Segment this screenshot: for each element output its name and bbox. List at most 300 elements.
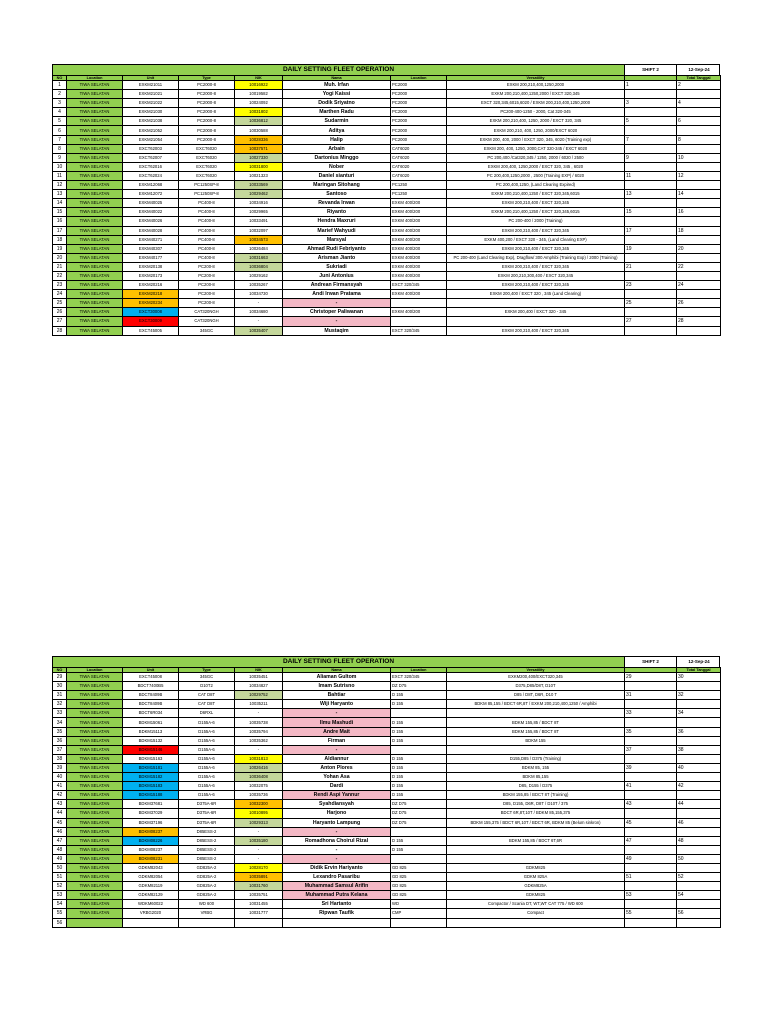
nik-cell: 10035736 — [235, 791, 283, 800]
row-number-cell: 47 — [53, 836, 67, 845]
nik-cell: 10031777 — [235, 909, 283, 918]
rotation-cell: 13 — [625, 190, 677, 199]
sheet-header — [52, 64, 720, 75]
table-row — [53, 818, 721, 827]
operator-name-cell: Riyanto — [283, 208, 391, 217]
rotation-cell: 45 — [625, 818, 677, 827]
versatility-cell: EXKM 200,400, 1250,2000 / EXCT 320, 345 , 6020 — [447, 162, 625, 171]
nik-cell: 10036812 — [235, 117, 283, 126]
rotation-cell — [677, 126, 721, 135]
versatility-cell: GDKM825 — [447, 863, 625, 872]
rotation-cell — [625, 736, 677, 745]
versatility-cell: PC200-400-1250 - 2000, Cat 320-345 — [447, 108, 625, 117]
location-cell: TIWA SELATAN — [67, 117, 123, 126]
nik-cell: 10028336 — [235, 135, 283, 144]
table-row — [53, 900, 721, 909]
operator-location-cell — [391, 918, 447, 927]
row-number-cell: 50 — [53, 863, 67, 872]
nik-cell: 10035267 — [235, 281, 283, 290]
unit-cell: GDKM82119 — [123, 882, 179, 891]
operator-name-cell: Lexandro Pasaribu — [283, 873, 391, 882]
rotation-cell: 3 — [625, 99, 677, 108]
operator-location-cell: GD 825 — [391, 873, 447, 882]
rotation-cell — [677, 308, 721, 317]
rotation-cell — [677, 900, 721, 909]
location-cell: TIWA SELATAN — [67, 854, 123, 863]
row-number-cell: 11 — [53, 171, 67, 180]
rotation-cell — [625, 90, 677, 99]
operator-name-cell: Nober — [283, 162, 391, 171]
operator-name-cell: Firman — [283, 736, 391, 745]
column-header: Total Tanggal — [677, 668, 721, 673]
location-cell: TIWA SELATAN — [67, 818, 123, 827]
unit-cell: GDKM82054 — [123, 873, 179, 882]
operator-name-cell: - — [283, 827, 391, 836]
rotation-cell — [677, 682, 721, 691]
operator-name-cell: Muh. Irfan — [283, 81, 391, 90]
row-number-cell: 43 — [53, 800, 67, 809]
unit-cell: EXCT30008 — [123, 308, 179, 317]
rotation-cell — [677, 162, 721, 171]
rotation-cell: 35 — [625, 727, 677, 736]
unit-cell: BDKM15146 — [123, 745, 179, 754]
location-cell: TIWA SELATAN — [67, 745, 123, 754]
type-cell: EXCT6020 — [179, 144, 235, 153]
row-number-cell: 25 — [53, 299, 67, 308]
versatility-cell — [447, 709, 625, 718]
row-number-cell: 51 — [53, 873, 67, 882]
location-cell: TIWA SELATAN — [67, 782, 123, 791]
location-cell: TIWA SELATAN — [67, 773, 123, 782]
type-cell: D85ESS-2 — [179, 854, 235, 863]
rotation-cell: 20 — [677, 244, 721, 253]
rotation-cell — [677, 181, 721, 190]
table-row — [53, 727, 721, 736]
nik-cell: - — [235, 709, 283, 718]
unit-cell: EXKM21038 — [123, 117, 179, 126]
row-number-cell: 20 — [53, 253, 67, 262]
location-cell: TIWA SELATAN — [67, 682, 123, 691]
unit-cell: GDKM82043 — [123, 863, 179, 872]
rotation-cell: 56 — [677, 909, 721, 918]
row-number-cell: 53 — [53, 891, 67, 900]
versatility-cell: EXKM 200,210, 400, 1250, 2000/EXCT 6020 — [447, 126, 625, 135]
nik-cell: 10036408 — [235, 773, 283, 782]
versatility-cell — [447, 827, 625, 836]
operator-location-cell: EXCT 320/345 — [391, 281, 447, 290]
nik-cell: 10029965 — [235, 208, 283, 217]
type-cell: D155A-6 — [179, 718, 235, 727]
rotation-cell — [625, 773, 677, 782]
unit-cell: BDCT8409B — [123, 691, 179, 700]
operator-location-cell: EXKM 400/200 — [391, 308, 447, 317]
row-number-cell: 41 — [53, 782, 67, 791]
type-cell: D155A-6 — [179, 782, 235, 791]
column-header: Location — [391, 668, 447, 673]
location-cell: TIWA SELATAN — [67, 763, 123, 772]
rotation-cell — [677, 718, 721, 727]
operator-name-cell: Yogi Kaissi — [283, 90, 391, 99]
column-header: Total Tanggal — [677, 76, 721, 81]
location-cell — [67, 918, 123, 927]
operator-location-cell: PC2000 — [391, 117, 447, 126]
versatility-cell: D155,D85 / D375 (Training) — [447, 754, 625, 763]
location-cell: TIWA SELATAN — [67, 754, 123, 763]
operator-name-cell: Marthen Radu — [283, 108, 391, 117]
row-number-cell: 1 — [53, 81, 67, 90]
shift-label: SHIFT 2 — [625, 65, 677, 75]
rotation-cell — [625, 682, 677, 691]
operator-name-cell: Andre Mait — [283, 727, 391, 736]
table-row — [53, 836, 721, 845]
location-cell: TIWA SELATAN — [67, 727, 123, 736]
type-cell: GD825A-2 — [179, 863, 235, 872]
rotation-cell: 26 — [677, 299, 721, 308]
location-cell: TIWA SELATAN — [67, 845, 123, 854]
versatility-cell — [447, 918, 625, 927]
operator-name-cell: - — [283, 299, 391, 308]
rotation-cell — [625, 271, 677, 280]
operator-location-cell: EXKM 400/200 — [391, 262, 447, 271]
unit-cell: VRBG2020 — [123, 909, 179, 918]
table-row — [53, 317, 721, 326]
type-cell: D6RXL — [179, 709, 235, 718]
nik-cell: 10028170 — [235, 863, 283, 872]
rotation-cell — [677, 827, 721, 836]
versatility-cell: PC 200,400,1250, (Land Clearing Expired) — [447, 181, 625, 190]
row-number-cell: 18 — [53, 235, 67, 244]
rotation-cell: 34 — [677, 709, 721, 718]
rotation-cell: 44 — [677, 800, 721, 809]
row-number-cell: 35 — [53, 727, 67, 736]
unit-cell: EXCT45005 — [123, 326, 179, 335]
operator-location-cell: D 155 — [391, 727, 447, 736]
location-cell: TIWA SELATAN — [67, 791, 123, 800]
rotation-cell: 31 — [625, 691, 677, 700]
location-cell: TIWA SELATAN — [67, 736, 123, 745]
rotation-cell: 46 — [677, 818, 721, 827]
location-cell: TIWA SELATAN — [67, 190, 123, 199]
rotation-cell — [625, 126, 677, 135]
nik-cell: 10016922 — [235, 81, 283, 90]
versatility-cell — [447, 317, 625, 326]
table-row — [53, 918, 721, 927]
rotation-cell — [625, 181, 677, 190]
rotation-cell — [677, 90, 721, 99]
type-cell: PC400-8 — [179, 235, 235, 244]
location-cell: TIWA SELATAN — [67, 718, 123, 727]
rotation-cell — [677, 736, 721, 745]
row-number-cell: 34 — [53, 718, 67, 727]
versatility-cell: EXKM 200,400 / EXCT 320 , 345 (Land Clearing) — [447, 290, 625, 299]
unit-cell: GDKM82129 — [123, 891, 179, 900]
nik-cell: - — [235, 299, 283, 308]
rotation-cell: 41 — [625, 782, 677, 791]
rotation-cell: 47 — [625, 836, 677, 845]
unit-cell: EXKM20138 — [123, 262, 179, 271]
type-cell: PC400-8 — [179, 244, 235, 253]
row-number-cell: 30 — [53, 682, 67, 691]
rotation-cell: 52 — [677, 873, 721, 882]
location-cell: TIWA SELATAN — [67, 253, 123, 262]
rotation-cell — [677, 108, 721, 117]
type-cell: D375A-6R — [179, 818, 235, 827]
rotation-cell: 15 — [625, 208, 677, 217]
table-row — [53, 281, 721, 290]
rotation-cell — [625, 217, 677, 226]
rotation-cell: 54 — [677, 891, 721, 900]
nik-cell: 10034730 — [235, 290, 283, 299]
row-number-cell: 4 — [53, 108, 67, 117]
table-row — [53, 153, 721, 162]
versatility-cell: Compactor / Scania DT, WT,WT CAT 775 / WD 600 — [447, 900, 625, 909]
row-number-cell: 45 — [53, 818, 67, 827]
table-row — [53, 673, 721, 682]
table-row — [53, 809, 721, 818]
nik-cell: 10026416 — [235, 763, 283, 772]
row-number-cell: 42 — [53, 791, 67, 800]
column-header: Nama — [283, 668, 391, 673]
type-cell: PC2000-8 — [179, 126, 235, 135]
operator-name-cell: Bahtiar — [283, 691, 391, 700]
rotation-cell: 22 — [677, 262, 721, 271]
unit-cell: WDKM60022 — [123, 900, 179, 909]
nik-cell: 10037571 — [235, 144, 283, 153]
row-number-cell: 10 — [53, 162, 67, 171]
rotation-cell — [625, 199, 677, 208]
operator-location-cell: WD — [391, 900, 447, 909]
unit-cell: BDKM37196 — [123, 818, 179, 827]
table-row — [53, 144, 721, 153]
nik-cell: 10033569 — [235, 181, 283, 190]
rotation-cell — [677, 809, 721, 818]
table-row — [53, 99, 721, 108]
sheet-header — [52, 656, 720, 667]
operator-location-cell: EXCT 320/345 — [391, 326, 447, 335]
rotation-cell — [625, 845, 677, 854]
unit-cell: BDKM08231 — [123, 854, 179, 863]
table-row — [53, 773, 721, 782]
type-cell — [179, 918, 235, 927]
operator-location-cell: GD 825 — [391, 882, 447, 891]
operator-name-cell: Ripwan Taufik — [283, 909, 391, 918]
row-number-cell: 39 — [53, 763, 67, 772]
row-number-cell: 37 — [53, 745, 67, 754]
operator-location-cell: D 155 — [391, 691, 447, 700]
type-cell: PC400-8 — [179, 253, 235, 262]
operator-name-cell: Syahdiansyah — [283, 800, 391, 809]
location-cell: TIWA SELATAN — [67, 208, 123, 217]
operator-name-cell: Andi Irwan Pratama — [283, 290, 391, 299]
column-header: Nama — [283, 76, 391, 81]
unit-cell: BDKM08237 — [123, 845, 179, 854]
unit-cell: EXCT62024 — [123, 171, 179, 180]
table-row — [53, 863, 721, 872]
location-cell: TIWA SELATAN — [67, 290, 123, 299]
rotation-cell: 51 — [625, 873, 677, 882]
location-cell: TIWA SELATAN — [67, 709, 123, 718]
rotation-cell — [677, 271, 721, 280]
nik-cell: 10031455 — [235, 900, 283, 909]
versatility-cell: GDKM825A — [447, 882, 625, 891]
operator-name-cell: Revanda Irwan — [283, 199, 391, 208]
row-number-cell: 31 — [53, 691, 67, 700]
location-cell: TIWA SELATAN — [67, 199, 123, 208]
type-cell: PC200-8 — [179, 299, 235, 308]
nik-cell: 10034573 — [235, 235, 283, 244]
column-header: Versatility — [447, 76, 625, 81]
unit-cell: EXKM20218 — [123, 290, 179, 299]
operator-location-cell: DZ D75 — [391, 809, 447, 818]
operator-location-cell: D 155 — [391, 700, 447, 709]
rotation-cell — [625, 809, 677, 818]
location-cell: TIWA SELATAN — [67, 827, 123, 836]
operator-location-cell: PC2000 — [391, 108, 447, 117]
versatility-cell: EXKM 200,210,400 / EXCT 320,345 — [447, 244, 625, 253]
versatility-cell: GDKM 825A — [447, 873, 625, 882]
type-cell: 345GC — [179, 326, 235, 335]
fleet-table — [52, 75, 721, 336]
nik-cell: 10029462 — [235, 190, 283, 199]
rotation-cell: 38 — [677, 745, 721, 754]
type-cell: CAT320NGH — [179, 308, 235, 317]
column-header: NO — [53, 76, 67, 81]
rotation-cell — [677, 326, 721, 335]
operator-name-cell: Andrean Firmansyah — [283, 281, 391, 290]
type-cell: D85ESS-2 — [179, 827, 235, 836]
row-number-cell: 38 — [53, 754, 67, 763]
operator-location-cell: D 155 — [391, 791, 447, 800]
rotation-cell — [677, 199, 721, 208]
unit-cell: BDKM15181 — [123, 763, 179, 772]
versatility-cell: EXKM 200,400 / EXCT 320 - 345 — [447, 308, 625, 317]
versatility-cell: D85 / D8T, D6R, D10 T — [447, 691, 625, 700]
location-cell: TIWA SELATAN — [67, 281, 123, 290]
location-cell: TIWA SELATAN — [67, 271, 123, 280]
table-row — [53, 162, 721, 171]
operator-location-cell: D 155 — [391, 782, 447, 791]
operator-name-cell: Juni Antonius — [283, 271, 391, 280]
row-number-cell: 15 — [53, 208, 67, 217]
versatility-cell: EXKM 200, 400, 2000 / EXCT 320, 345, 6020 (Training exp) — [447, 135, 625, 144]
rotation-cell: 55 — [625, 909, 677, 918]
unit-cell: EXCT30009 — [123, 317, 179, 326]
operator-location-cell: D 155 — [391, 836, 447, 845]
versatility-cell: BDKM 155,85 / BDCT 8T (Training) — [447, 791, 625, 800]
rotation-cell: 27 — [625, 317, 677, 326]
rotation-cell: 6 — [677, 117, 721, 126]
table-row — [53, 709, 721, 718]
row-number-cell: 36 — [53, 736, 67, 745]
location-cell: TIWA SELATAN — [67, 326, 123, 335]
unit-cell: EXKM40022 — [123, 208, 179, 217]
location-cell: TIWA SELATAN — [67, 108, 123, 117]
rotation-cell — [625, 253, 677, 262]
versatility-cell — [447, 745, 625, 754]
type-cell: PC400-8 — [179, 217, 235, 226]
unit-cell: EXKM40028 — [123, 226, 179, 235]
column-header: NIK — [235, 668, 283, 673]
versatility-cell: EXKM 200,210,400 / EXCT 320,345 — [447, 226, 625, 235]
row-number-cell: 46 — [53, 827, 67, 836]
rotation-cell — [677, 773, 721, 782]
rotation-cell: 10 — [677, 153, 721, 162]
type-cell: PC200-8 — [179, 262, 235, 271]
versatility-cell: EXKM 200,210,400,1250,2000 / EXCT 320,345 — [447, 90, 625, 99]
operator-name-cell: Haryanto Lampung — [283, 818, 391, 827]
rotation-cell — [677, 882, 721, 891]
table-row — [53, 800, 721, 809]
operator-location-cell — [391, 827, 447, 836]
operator-name-cell: Aliaman Gultom — [283, 673, 391, 682]
nik-cell: 10019582 — [235, 90, 283, 99]
nik-cell: 10032097 — [235, 226, 283, 235]
row-number-cell: 3 — [53, 99, 67, 108]
row-number-cell: 17 — [53, 226, 67, 235]
row-number-cell: 5 — [53, 117, 67, 126]
versatility-cell: EXKM 200,210,400 / EXCT 320,345 — [447, 326, 625, 335]
rotation-cell — [625, 827, 677, 836]
unit-cell: EXKM12072 — [123, 190, 179, 199]
operator-location-cell: DZ D75 — [391, 800, 447, 809]
operator-name-cell: Christoper Paliwanan — [283, 308, 391, 317]
nik-cell: 10010895 — [235, 809, 283, 818]
rotation-cell: 7 — [625, 135, 677, 144]
type-cell: CAT D8T — [179, 700, 235, 709]
versatility-cell: EXKM200,400/EXCT320,345 — [447, 673, 625, 682]
operator-name-cell: Hendra Maxruri — [283, 217, 391, 226]
unit-cell: EXCT45008 — [123, 673, 179, 682]
operator-name-cell: Sudarmin — [283, 117, 391, 126]
rotation-cell — [625, 791, 677, 800]
row-number-cell: 26 — [53, 308, 67, 317]
location-cell: TIWA SELATAN — [67, 299, 123, 308]
operator-location-cell: D 155 — [391, 754, 447, 763]
row-number-cell: 28 — [53, 326, 67, 335]
rotation-cell: 9 — [625, 153, 677, 162]
operator-name-cell: Yohan Asa — [283, 773, 391, 782]
table-row — [53, 90, 721, 99]
unit-cell: EXKM40177 — [123, 253, 179, 262]
location-cell: TIWA SELATAN — [67, 162, 123, 171]
location-cell: TIWA SELATAN — [67, 308, 123, 317]
versatility-cell: EXKM 200,210,400 / EXCT 320,345 — [447, 281, 625, 290]
rotation-cell — [625, 918, 677, 927]
versatility-cell: EXCT 320,345,6015,6020 / EXKM 200,210,400,1250,2000 — [447, 99, 625, 108]
versatility-cell: BDKM 155,85 / BDCT 8T — [447, 718, 625, 727]
type-cell: D155A-6 — [179, 727, 235, 736]
operator-location-cell: EXKM 400/200 — [391, 244, 447, 253]
unit-cell: EXCT62007 — [123, 153, 179, 162]
unit-cell: EXKM21011 — [123, 81, 179, 90]
nik-cell: 10035451 — [235, 673, 283, 682]
shift-label: SHIFT 2 — [625, 657, 677, 667]
type-cell: D85ESS-2 — [179, 836, 235, 845]
type-cell: CAT320NGH — [179, 317, 235, 326]
type-cell: PC400-8 — [179, 226, 235, 235]
operator-name-cell: Arbain — [283, 144, 391, 153]
type-cell: D155A-6 — [179, 754, 235, 763]
rotation-cell: 30 — [677, 673, 721, 682]
type-cell: PC2000-8 — [179, 108, 235, 117]
row-number-cell: 16 — [53, 217, 67, 226]
operator-name-cell — [283, 918, 391, 927]
unit-cell: EXKM40307 — [123, 244, 179, 253]
nik-cell: 10027330 — [235, 153, 283, 162]
column-header: NO — [53, 668, 67, 673]
operator-name-cell: - — [283, 709, 391, 718]
table-row — [53, 190, 721, 199]
